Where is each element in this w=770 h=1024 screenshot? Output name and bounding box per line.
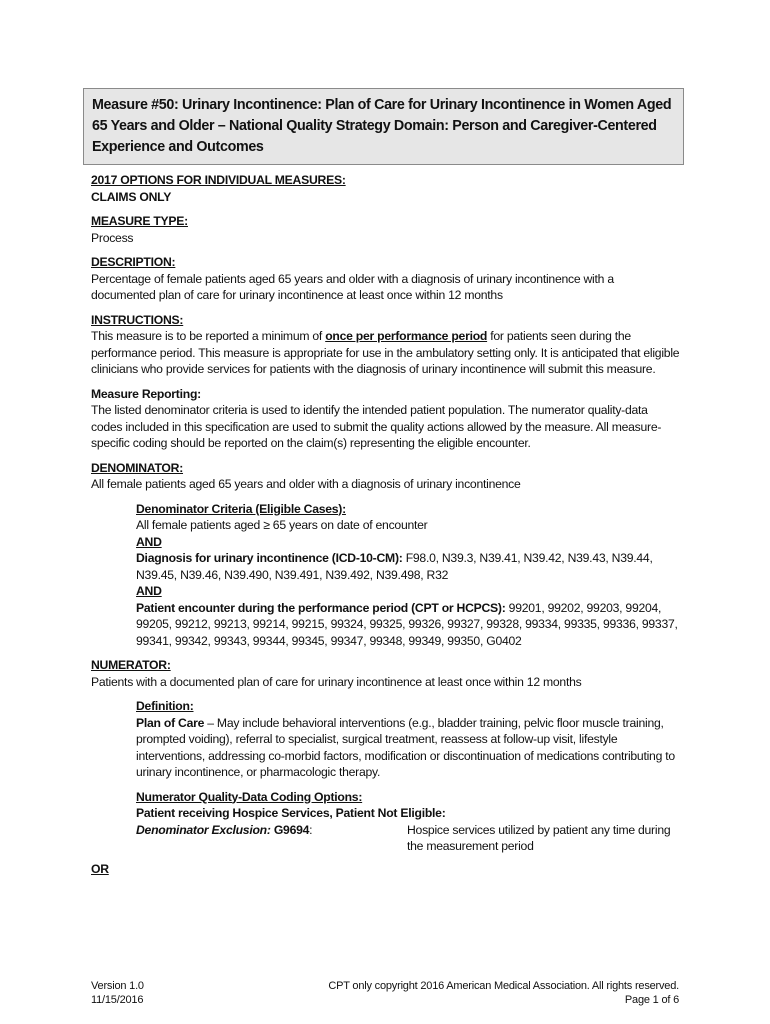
encounter-code-list: 99201, 99202, 99203, 99204, 99205, 99212, 99213, 99214, 99215, 99324, 99325, 99326, 99327, 99328, 99334, 99335, 99336, 99337, 99341, 99342, 99343, 99344, 99345, 99347, 99348, 99349, 99350, G0402: [136, 600, 678, 648]
footer-version-block: [91, 979, 144, 1007]
denominator-criteria-text: All female patients aged ≥ 65 years on date of encounter: [136, 518, 428, 532]
hospice-heading: Patient receiving Hospice Services, Patient Not Eligible:: [136, 806, 446, 820]
exclusion-label: Denominator Exclusion:: [136, 822, 271, 837]
exclusion-row: [136, 822, 681, 855]
instructions-heading: INSTRUCTIONS:: [91, 312, 184, 327]
options-section: [91, 172, 681, 205]
exclusion-description: Hospice services utilized by patient any time during the measurement period: [407, 822, 671, 853]
exclusion-label-cell: [136, 822, 407, 855]
exclusion-code: G9694: [270, 822, 310, 837]
measure-reporting-text: The listed denominator criteria is used to identify the intended patient population. The numerator quality-data codes included in this specification are used to submit the quality actions allowed by the measure. All measure-specific coding should be reported on the claim(s) representing the eligible encounter.: [91, 403, 662, 450]
footer-page-number: Page 1 of 6: [624, 994, 679, 1006]
measure-title-box: [83, 88, 684, 165]
instructions-text-after: for patients seen during the performance period. This measure is appropriate for use in the ambulatory setting only. It is anticipated that eligible clinicians who provide services for patients with the diagnosis of urinary incontinence will submit this measure.: [91, 329, 680, 376]
and-connector: AND: [136, 584, 162, 598]
exclusion-colon: :: [309, 822, 313, 837]
definition-heading: Definition:: [136, 699, 194, 713]
instructions-emphasis: once per performance period: [325, 329, 488, 343]
footer-copyright-block: [328, 979, 679, 1007]
plan-of-care-description: – May include behavioral interventions (e.g., bladder training, pelvic floor muscle training, prompted voiding), referral to specialist, surgical treatment, reassess at follow-up visit, lifestyle interventions, addressing co-morbid factors, modification or discontinuation of medications contributing to urinary incontinence, or pharmacologic therapy.: [136, 715, 675, 779]
denominator-criteria-heading: Denominator Criteria (Eligible Cases):: [136, 501, 346, 516]
measure-reporting-heading: Measure Reporting:: [91, 386, 201, 401]
footer-date: 11/15/2016: [91, 994, 144, 1006]
footer-copyright: CPT only copyright 2016 American Medical Association. All rights reserved.: [328, 980, 679, 992]
document-body: [91, 172, 681, 885]
footer-version: Version 1.0: [91, 980, 144, 992]
measure-type-heading: MEASURE TYPE:: [91, 214, 188, 228]
description-heading: DESCRIPTION:: [91, 255, 176, 269]
diagnosis-codes: [136, 550, 681, 583]
description-section: [91, 254, 681, 304]
encounter-codes: [136, 600, 681, 650]
options-claims-only: CLAIMS ONLY: [91, 189, 172, 204]
and-connector: AND: [136, 534, 162, 549]
instructions-text-before: This measure is to be reported a minimum of: [91, 329, 326, 343]
coding-options-heading: Numerator Quality-Data Coding Options:: [136, 789, 363, 804]
or-connector: OR: [91, 861, 109, 876]
numerator-text: Patients with a documented plan of care for urinary incontinence at least once within 12 months: [91, 674, 582, 689]
denominator-text: All female patients aged 65 years and older with a diagnosis of urinary incontinence: [91, 477, 521, 491]
diagnosis-label: Diagnosis for urinary incontinence (ICD-10-CM):: [136, 551, 403, 565]
options-heading: 2017 OPTIONS FOR INDIVIDUAL MEASURES:: [91, 173, 346, 187]
measure-title: Measure #50: Urinary Incontinence: Plan of Care for Urinary Incontinence in Women Aged 65 Years and Older – National Quality Strategy Domain: Person and Caregiver-Centered Experience and Outcomes: [92, 97, 672, 155]
numerator-heading: NUMERATOR:: [91, 658, 171, 672]
denominator-heading: DENOMINATOR:: [91, 460, 184, 475]
numerator-coding-block: [136, 789, 681, 855]
numerator-definition-block: [136, 698, 681, 781]
denominator-section: [91, 460, 681, 650]
diagnosis-code-list: F98.0, N39.3, N39.41, N39.42, N39.43, N39.44, N39.45, N39.46, N39.490, N39.491, N39.492, N39.498, R32: [136, 551, 653, 582]
numerator-section: [91, 657, 681, 877]
measure-type-section: [91, 213, 681, 246]
description-text: Percentage of female patients aged 65 years and older with a diagnosis of urinary incontinence with a documented plan of care for urinary incontinence at least once within 12 months: [91, 271, 614, 302]
encounter-label: Patient encounter during the performance period (CPT or HCPCS):: [136, 600, 506, 615]
instructions-text: [91, 328, 681, 378]
instructions-section: [91, 312, 681, 378]
plan-of-care-text: [136, 715, 681, 781]
denominator-criteria-block: [136, 501, 681, 650]
measure-reporting-section: [91, 386, 681, 452]
plan-of-care-label: Plan of Care: [136, 715, 205, 730]
measure-type-value: Process: [91, 230, 134, 245]
